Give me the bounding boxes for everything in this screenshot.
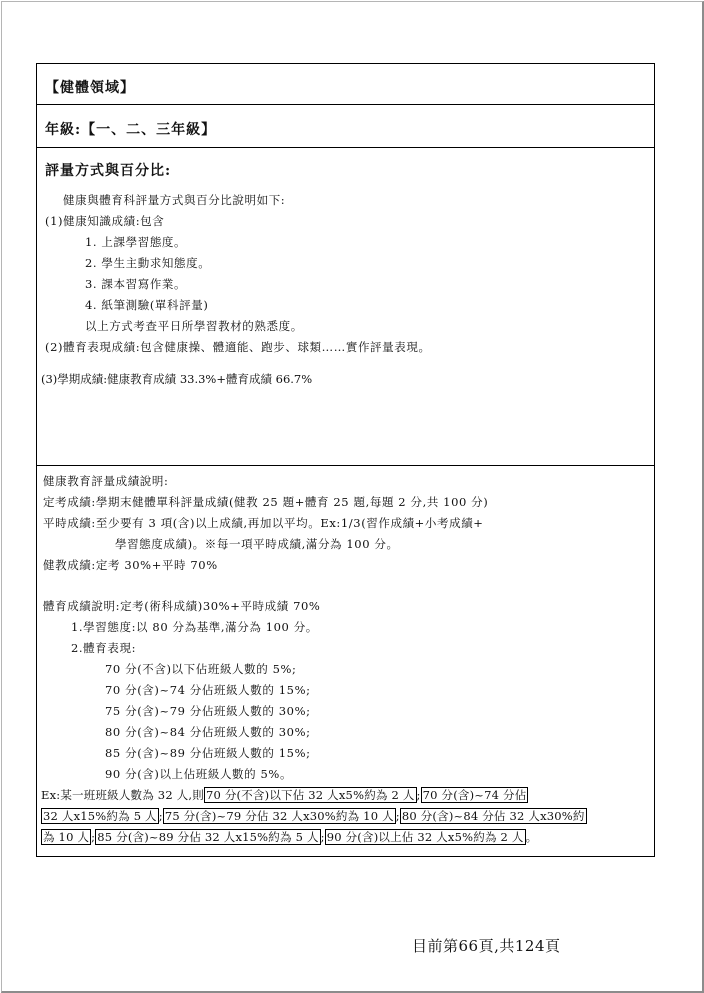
example-sep: ; bbox=[91, 830, 96, 844]
method-item-4: 4. 紙筆測驗(單科評量) bbox=[85, 298, 209, 312]
pe-level-2: 70 分(含)~74 分佔班級人數的 15%; bbox=[105, 683, 311, 697]
grade-title: 年級:【一、二、三年級】 bbox=[45, 122, 217, 138]
example-box-5: 85 分(含)~89 分佔 32 人x15%約為 5 人 bbox=[97, 830, 319, 844]
semester-grade-line: (3)學期成績:健康教育成績 33.3%+體育成績 66.7% bbox=[41, 372, 313, 386]
grading-rules-section bbox=[37, 466, 654, 856]
pe-level-4: 80 分(含)~84 分佔班級人數的 30%; bbox=[105, 725, 311, 739]
method-item-2: 2. 學生主動求知態度。 bbox=[85, 256, 211, 270]
example-box-6: 90 分(含)以上佔 32 人x5%約為 2 人 bbox=[326, 830, 524, 844]
pe-level-5: 85 分(含)~89 分佔班級人數的 15%; bbox=[105, 746, 311, 760]
example-box-3: 75 分(含)~79 分佔 32 人x30%約為 10 人 bbox=[164, 809, 394, 823]
example-prefix: Ex:某一班班級人數為 32 人,則 bbox=[41, 788, 204, 802]
page-number-footer: 目前第66頁,共124頁 bbox=[412, 937, 561, 955]
example-sep: ; bbox=[320, 830, 325, 844]
example-sep: ; bbox=[158, 809, 163, 823]
health-rules-title: 健康教育評量成績說明: bbox=[43, 474, 169, 488]
example-line-2 bbox=[41, 808, 587, 824]
health-total-line: 健教成績:定考 30%+平時 70% bbox=[43, 558, 218, 572]
example-box-4a: 80 分(含)~84 分佔 32 人x30%約 bbox=[401, 809, 585, 823]
health-regular-line-1: 平時成績:至少要有 3 項(含)以上成績,再加以平均。Ex:1/3(習作成績+小考成績+ bbox=[43, 516, 484, 530]
pe-performance-label: 2.體育表現: bbox=[71, 641, 137, 655]
example-line-3 bbox=[41, 829, 537, 845]
example-box-2a: 70 分(含)~74 分佔 bbox=[422, 788, 527, 802]
example-box-1: 70 分(不含)以下佔 32 人x5%約為 2 人 bbox=[205, 788, 415, 802]
domain-title: 【健體領域】 bbox=[45, 80, 135, 96]
method-item-3: 3. 課本習寫作業。 bbox=[85, 277, 187, 291]
domain-row bbox=[37, 64, 654, 105]
document-table bbox=[36, 63, 655, 857]
method-heading: 評量方式與百分比: bbox=[45, 163, 172, 179]
pe-level-3: 75 分(含)~79 分佔班級人數的 30%; bbox=[105, 704, 311, 718]
pe-level-6: 90 分(含)以上佔班級人數的 5%。 bbox=[105, 767, 293, 781]
pe-rules-title: 體育成績說明:定考(術科成績)30%+平時成績 70% bbox=[43, 599, 321, 613]
grade-row bbox=[37, 105, 654, 148]
assessment-method-section bbox=[37, 148, 654, 466]
method-items-note: 以上方式考查平日所學習教材的熟悉度。 bbox=[85, 319, 303, 333]
pe-level-1: 70 分(不含)以下佔班級人數的 5%; bbox=[105, 662, 297, 676]
example-sep: ; bbox=[416, 788, 421, 802]
example-box-2b: 32 人x15%約為 5 人 bbox=[43, 809, 157, 823]
health-knowledge-line: (1)健康知識成績:包含 bbox=[45, 214, 165, 228]
health-exam-line: 定考成績:學期末健體單科評量成績(健教 25 題+體育 25 題,每題 2 分,共 100 分) bbox=[43, 495, 489, 509]
method-intro: 健康與體育科評量方式與百分比說明如下: bbox=[63, 193, 286, 207]
method-item-1: 1. 上課學習態度。 bbox=[85, 235, 187, 249]
example-end: 。 bbox=[525, 830, 538, 844]
example-sep: ; bbox=[395, 809, 400, 823]
health-regular-line-2: 學習態度成績)。※每一項平時成績,滿分為 100 分。 bbox=[115, 537, 399, 551]
example-line-1 bbox=[41, 787, 528, 803]
pe-attitude-line: 1.學習態度:以 80 分為基準,滿分為 100 分。 bbox=[71, 620, 318, 634]
pe-performance-line: (2)體育表現成績:包含健康操、體適能、跑步、球類……實作評量表現。 bbox=[45, 340, 431, 354]
example-box-4b: 為 10 人 bbox=[43, 830, 90, 844]
